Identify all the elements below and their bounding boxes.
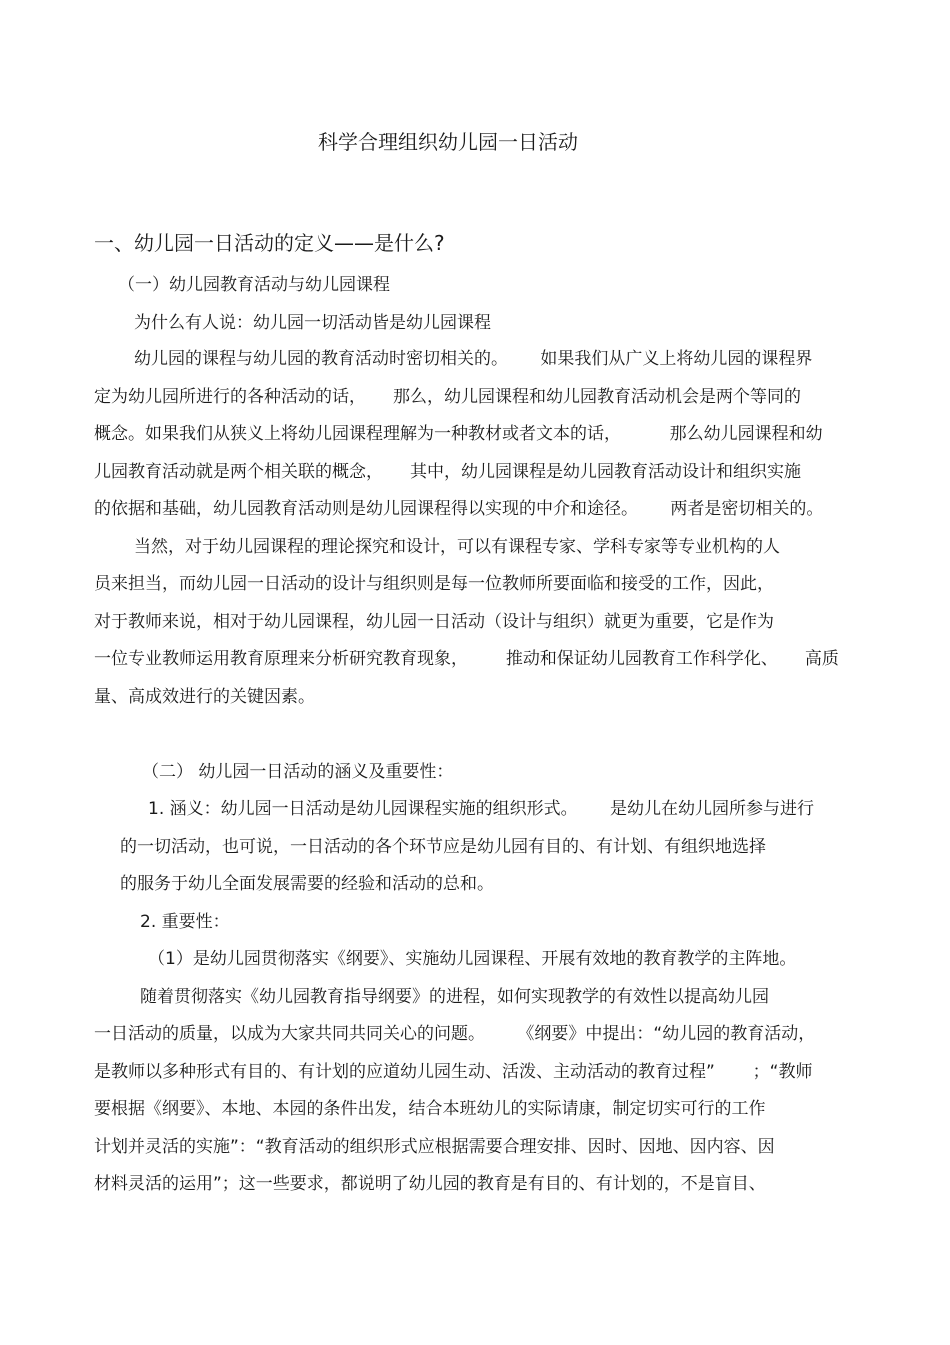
paragraph-line: 的依据和基础，幼儿园教育活动则是幼儿园课程得以实现的中介和途径。 两者是密切相关的。 [94, 499, 824, 519]
paragraph-line: 概念。如果我们从狭义上将幼儿园课程理解为一种教材或者文本的话， 那么幼儿园课程和幼 [94, 424, 823, 444]
paragraph-line: 材料灵活的运用”；这一些要求，都说明了幼儿园的教育是有目的、有计划的，不是盲目、 [94, 1174, 766, 1194]
paragraph-line: 计划并灵活的实施”：“教育活动的组织形式应根据需要合理安排、因时、因地、因内容、因 [94, 1137, 775, 1157]
paragraph-line: 儿园教育活动就是两个相关联的概念， 其中，幼儿园课程是幼儿园教育活动设计和组织实施 [94, 462, 802, 482]
paragraph-line: 随着贯彻落实《幼儿园教育指导纲要》的进程，如何实现教学的有效性以提高幼儿园 [140, 987, 769, 1007]
paragraph-line: 量、高成效进行的关键因素。 [94, 687, 315, 707]
paragraph-line: 1. 涵义：幼儿园一日活动是幼儿园课程实施的组织形式。 是幼儿在幼儿园所参与进行 [148, 799, 815, 819]
paragraph-line: 为什么有人说：幼儿园一切活动皆是幼儿园课程 [134, 313, 491, 333]
paragraph-line: 一日活动的质量，以成为大家共同共同关心的问题。 《纲要》中提出：“幼儿园的教育活动， [94, 1024, 816, 1044]
paragraph-line: 一位专业教师运用教育原理来分析研究教育现象， 推动和保证幼儿园教育工作科学化、 高质 [94, 649, 839, 669]
numbered-heading: 2. 重要性： [140, 912, 230, 932]
paragraph-line: 是教师以多种形式有目的、有计划的应道幼儿园生动、活泼、主动活动的教育过程” ；“教师 [94, 1062, 813, 1082]
paragraph-line: 定为幼儿园所进行的各种活动的话， 那么，幼儿园课程和幼儿园教育活动机会是两个等同的 [94, 387, 802, 407]
subsection-heading-1: （一）幼儿园教育活动与幼儿园课程 [118, 275, 390, 295]
paragraph-line: 幼儿园的课程与幼儿园的教育活动时密切相关的。 如果我们从广义上将幼儿园的课程界 [134, 349, 813, 369]
paragraph-line: 员来担当，而幼儿园一日活动的设计与组织则是每一位教师所要面临和接受的工作，因此， [94, 574, 774, 594]
section-heading-1: 一、幼儿园一日活动的定义——是什么? [94, 231, 445, 255]
paragraph-line: 要根据《纲要》、本地、本园的条件出发，结合本班幼儿的实际请康，制定切实可行的工作 [94, 1099, 766, 1119]
paragraph-line: 对于教师来说，相对于幼儿园课程，幼儿园一日活动（设计与组织）就更为重要，它是作为 [94, 612, 774, 632]
paragraph-line: （1）是幼儿园贯彻落实《纲要》、实施幼儿园课程、开展有效地的教育教学的主阵地。 [148, 949, 797, 969]
paragraph-line: 当然，对于幼儿园课程的理论探究和设计，可以有课程专家、学科专家等专业机构的人 [134, 537, 780, 557]
document-title: 科学合理组织幼儿园一日活动 [318, 130, 578, 154]
paragraph-line: 的一切活动，也可说，一日活动的各个环节应是幼儿园有目的、有计划、有组织地选择 [120, 837, 766, 857]
paragraph-line: 的服务于幼儿全面发展需要的经验和活动的总和。 [120, 874, 494, 894]
subsection-heading-2: （二） 幼儿园一日活动的涵义及重要性： [142, 762, 454, 782]
